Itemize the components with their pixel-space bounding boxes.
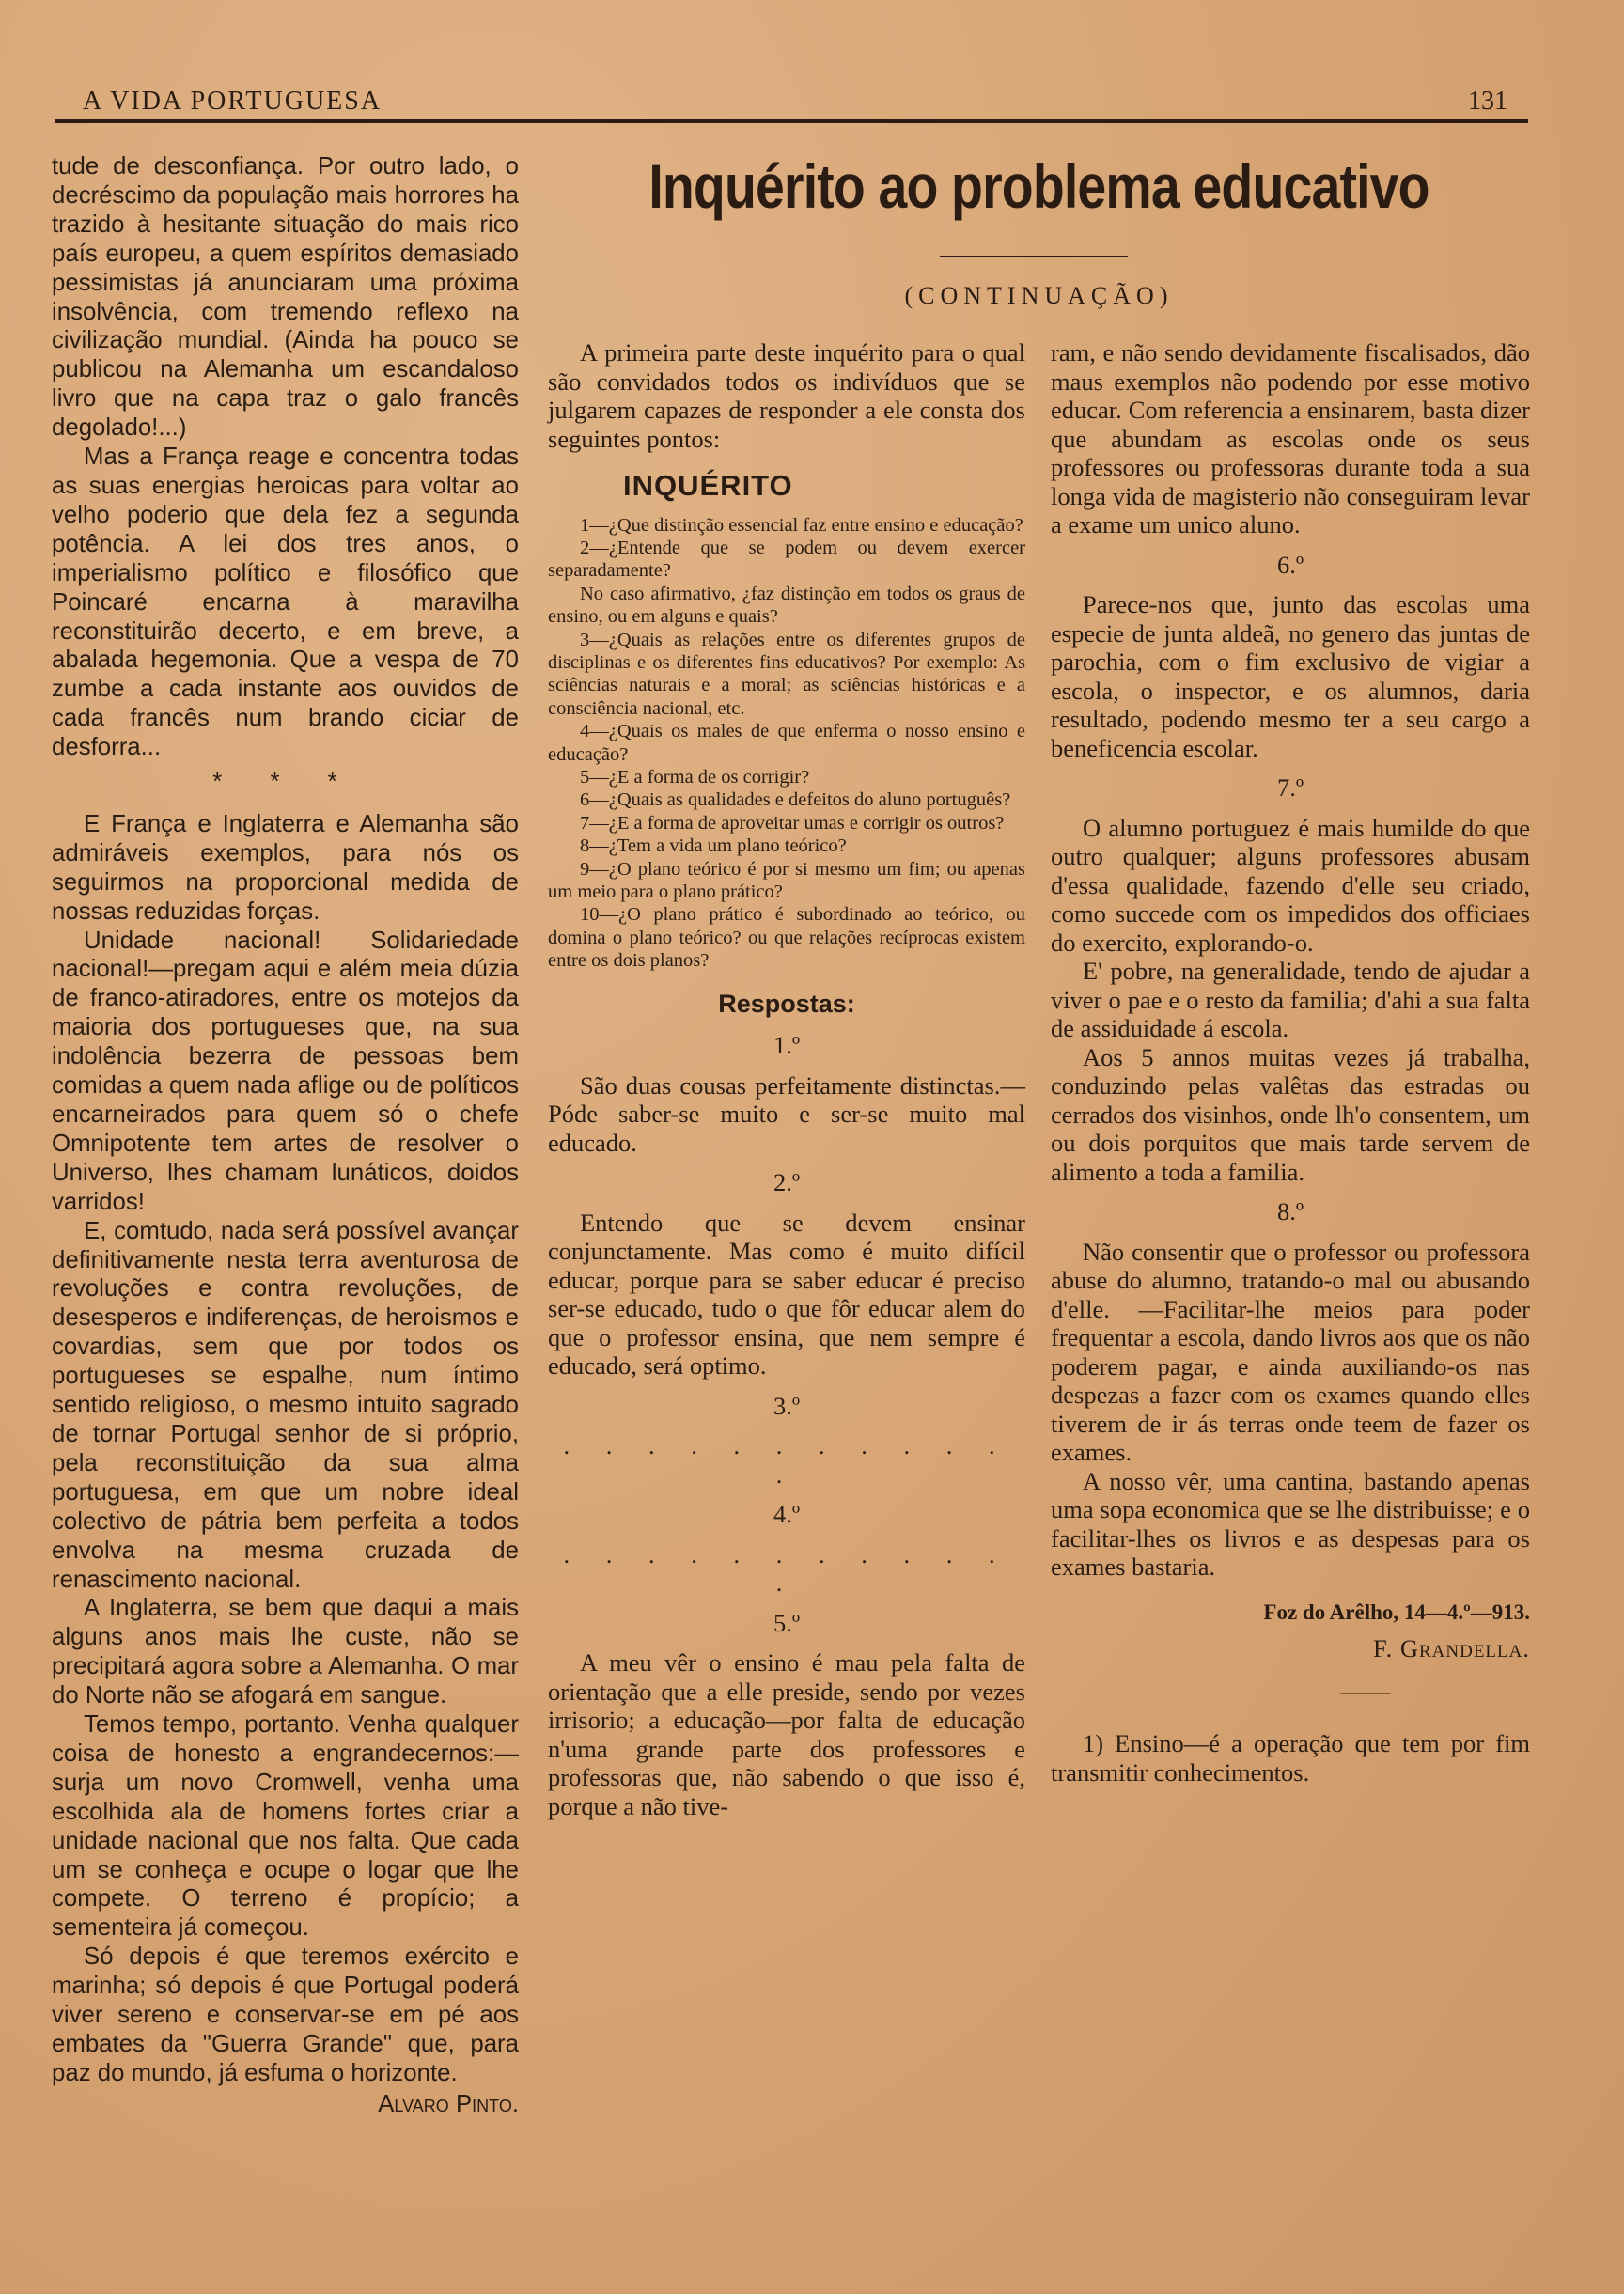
question-item: 7—¿E a forma de aproveitar umas e corrigir os outros?	[580, 812, 1005, 834]
question-item: 10—¿O plano prático é subordinado ao teórico, ou domina o plano teórico? ou que relações recíprocas existem entre os dois planos?	[548, 904, 1025, 972]
page-number: 131	[1468, 86, 1507, 116]
title-rule	[940, 256, 1128, 257]
question-item: 8—¿Tem a vida um plano teórico?	[580, 835, 847, 857]
answer-paragraph: A nosso vêr, uma cantina, bastando apenas uma sopa economica que se lhe distribuisse; e o facilitar-lhes os livros e as despesas para os exames bastaria.	[1051, 1466, 1530, 1581]
paragraph: tude de desconfiança. Por outro lado, o decréscimo da população mais horrores ha trazido à hesitante situação do mais rico país europeu, a quem espíritos demasiado pessimistas já anunciaram uma próxima insolvência, com tremendo reflexo na civilização mundial. (Ainda ha pouco se publicou na Alemanha um escandaloso livro que na capa traz o galo francês degolado!...)	[52, 153, 519, 442]
answer-paragraph: O alumno portuguez é mais humilde do que outro qualquer; alguns professores abusam d'essa qualidade, fazendo d'elle seu criado, como succede com os impedidos dos officiaes do exercito, explorando-o.	[1051, 813, 1530, 957]
page-header	[55, 86, 1528, 124]
article-title: Inquérito ao problema educativo	[648, 151, 1429, 221]
answer-paragraph: Não consentir que o professor ou professora abuse do alumno, tratando-o mal ou abusando d'elle. —Facilitar-lhe meios para poder frequentar a escola, dando livros aos que os não poderem pagar, e ainda auxiliando-os nas despezas a fazer com os exames quando elles tiverem de ir ás terras onde teem de fazer os exames.	[1051, 1237, 1530, 1466]
question-list	[548, 514, 1025, 973]
question-item: 9—¿O plano teórico é por si mesmo um fim; ou apenas um meio para o plano prático?	[548, 858, 1025, 902]
paragraph: A Inglaterra, se bem que daqui a mais alguns anos mais lhe custe, não se precipitará agora sobre a Alemanha. O mar do Norte não se afogará em sangue.	[52, 1595, 519, 1709]
paragraph: E França e Inglaterra e Alemanha são admiráveis exemplos, para nós os seguirmos na proporcional medida de nossas reduzidas forças.	[52, 810, 519, 925]
inquiry-heading: INQUÉRITO	[623, 469, 793, 502]
paragraph: E, comtudo, nada será possível avançar definitivamente nesta terra aventurosa de revoluções e contra revoluções, de desesperos e indiferenças, de heroismos e covardias, sem que por todos os portugueses se espalhe, num íntimo sentido religioso, o mesmo intuito sagrado de tornar Portugal senhor de si próprio, pela reconstituição da sua alma portuguesa, em que um nobre ideal colectivo de pátria bem perfeita a todos envolva na mesma cruzada de renascimento nacional.	[52, 1217, 519, 1593]
question-item: 4—¿Quais os males de que enferma o nosso ensino e educação?	[548, 721, 1025, 765]
answer-paragraph: ram, e não sendo devidamente fiscalisados, dão maus exemplos não podendo por esse motivo educar. Com referencia a ensinarem, basta dizer que abundam as escolas onde os seus professores ou professoras durante toda a sua longa vida de magisterio não conseguiram levar a exame um unico aluno.	[1051, 338, 1530, 538]
question-item: 3—¿Quais as relações entre os diferentes grupos de disciplinas e os diferentes fins educativos? Por exemplo: As sciências naturais e a moral; as sciências históricas e a consciência nacional, etc.	[548, 629, 1025, 719]
answer-number: 2.º	[773, 1168, 801, 1197]
question-item: 5—¿E a forma de os corrigir?	[580, 766, 810, 788]
answer-number: 4.º	[773, 1500, 801, 1529]
paragraph: Só depois é que teremos exército e marinha; só depois é que Portugal poderá viver sereno e conservar-se em pé aos embates da "Guerra Grande" que, para paz do mundo, já esfuma o horizonte.	[52, 1943, 519, 2086]
question-item: 1—¿Que distinção essencial faz entre ensino e educação?	[580, 514, 1023, 536]
header-rule	[55, 119, 1528, 123]
answer-paragraph: A meu vêr o ensino é mau pela falta de orientação que a elle preside, sendo por vezes irrisorio; a educação—por falta de educação n'uma grande parte dos professores e professoras que, não sabendo o que isso é, porque a não tive-	[548, 1648, 1025, 1820]
answer-number: 1.º	[773, 1031, 801, 1060]
responses-heading: Respostas:	[718, 989, 855, 1018]
answer-number: 8.º	[1276, 1197, 1304, 1225]
footnote: 1) Ensino—é a operação que tem por fim transmitir conhecimentos.	[1051, 1729, 1530, 1787]
left-column	[52, 152, 519, 2119]
answer-paragraph: Aos 5 annos muitas vezes já trabalha, conduzindo pelas valêtas das estradas ou cerrados dos visinhos, onde lh'o consentem, um ou dois porquitos que mais tarde servem de alimento a toda a familia.	[1051, 1042, 1530, 1186]
separator-dash: ——	[1340, 1676, 1391, 1705]
author-signature: F. Grandella.	[1372, 1634, 1530, 1662]
omission-dots: . . . . . . . . . . . .	[563, 1539, 1010, 1598]
paragraph: Temos tempo, portanto. Venha qualquer coisa de honesto a engrandecernos:—surja um novo Cromwell, venha uma escolhida ala de homens fortes criar a unidade nacional que nos falta. Que cada um se conheça e ocupe o logar que lhe compete. O terreno é propício; a sementeira já começou.	[52, 1711, 519, 1942]
dateline: Foz do Arêlho, 14—4.º—913.	[1263, 1600, 1530, 1624]
intro-paragraph: A primeira parte deste inquérito para o qual são convidados todos os indivíduos que se julgarem capazes de responder a ele consta dos seguintes pontos:	[548, 338, 1025, 453]
question-item: 2—¿Entende que se podem ou devem exercer separadamente?	[548, 537, 1025, 582]
journal-title: A VIDA PORTUGUESA	[83, 86, 383, 116]
answer-number: 3.º	[773, 1391, 801, 1420]
answer-number: 6.º	[1276, 550, 1304, 579]
paragraph: Unidade nacional! Solidariedade nacional!—pregam aqui e além meia dúzia de franco-atiradores, entre os motejos da maioria dos portugueses que, na sua indolência bezerra de pessoas bem comidas a quem nada aflige ou de políticos encarneirados para quem só o chefe Omnipotente tem artes de resolver o Universo, lhes chamam lunáticos, doidos varridos!	[52, 927, 519, 1215]
answer-number: 5.º	[773, 1608, 801, 1637]
paragraph: Mas a França reage e concentra todas as suas energias heroicas para voltar ao velho poderio que dela fez a segunda potência. A lei dos tres anos, o imperialismo político e filosófico que Poincaré encarna à maravilha reconstituirão decerto, e em breve, a abalada hegemonia. Que a vespa de 70 zumbe a cada instante aos ouvidos de cada francês num brando ciciar de desforra...	[52, 444, 519, 761]
omission-dots: . . . . . . . . . . . .	[563, 1431, 1010, 1489]
section-break: * * *	[212, 769, 358, 796]
answer-number: 7.º	[1276, 773, 1304, 802]
answer-paragraph: Entendo que se devem ensinar conjunctamente. Mas como é muito difícil educar, porque para se saber educar é preciso ser-se educado, tudo o que fôr educar alem do que o professor ensina, que nem sempre é educado, será optimo.	[548, 1208, 1025, 1381]
answer-paragraph: Parece-nos que, junto das escolas uma especie de junta aldeã, no genero das juntas de parochia, com o fim exclusivo de vigiar a escola, o inspector, e os alumnos, daria resultado, podendo mesmo ter a seu cargo a beneficencia escolar.	[1051, 590, 1530, 762]
author-signature: Alvaro Pinto.	[378, 2090, 519, 2117]
middle-column	[548, 338, 1025, 1820]
right-column	[1051, 338, 1530, 1787]
answer-paragraph: São duas cousas perfeitamente distinctas.—Póde saber-se muito e ser-se muito mal educado.	[548, 1070, 1025, 1157]
question-item: 6—¿Quais as qualidades e defeitos do aluno português?	[580, 789, 1011, 811]
question-item: No caso afirmativo, ¿faz distinção em todos os graus de ensino, ou em alguns e quais?	[548, 583, 1025, 628]
continuation-label: (CONTINUAÇÃO)	[904, 282, 1174, 309]
answer-paragraph: E' pobre, na generalidade, tendo de ajudar a viver o pae e o resto da familia; d'ahi a sua falta de assiduidade á escola.	[1051, 957, 1530, 1042]
